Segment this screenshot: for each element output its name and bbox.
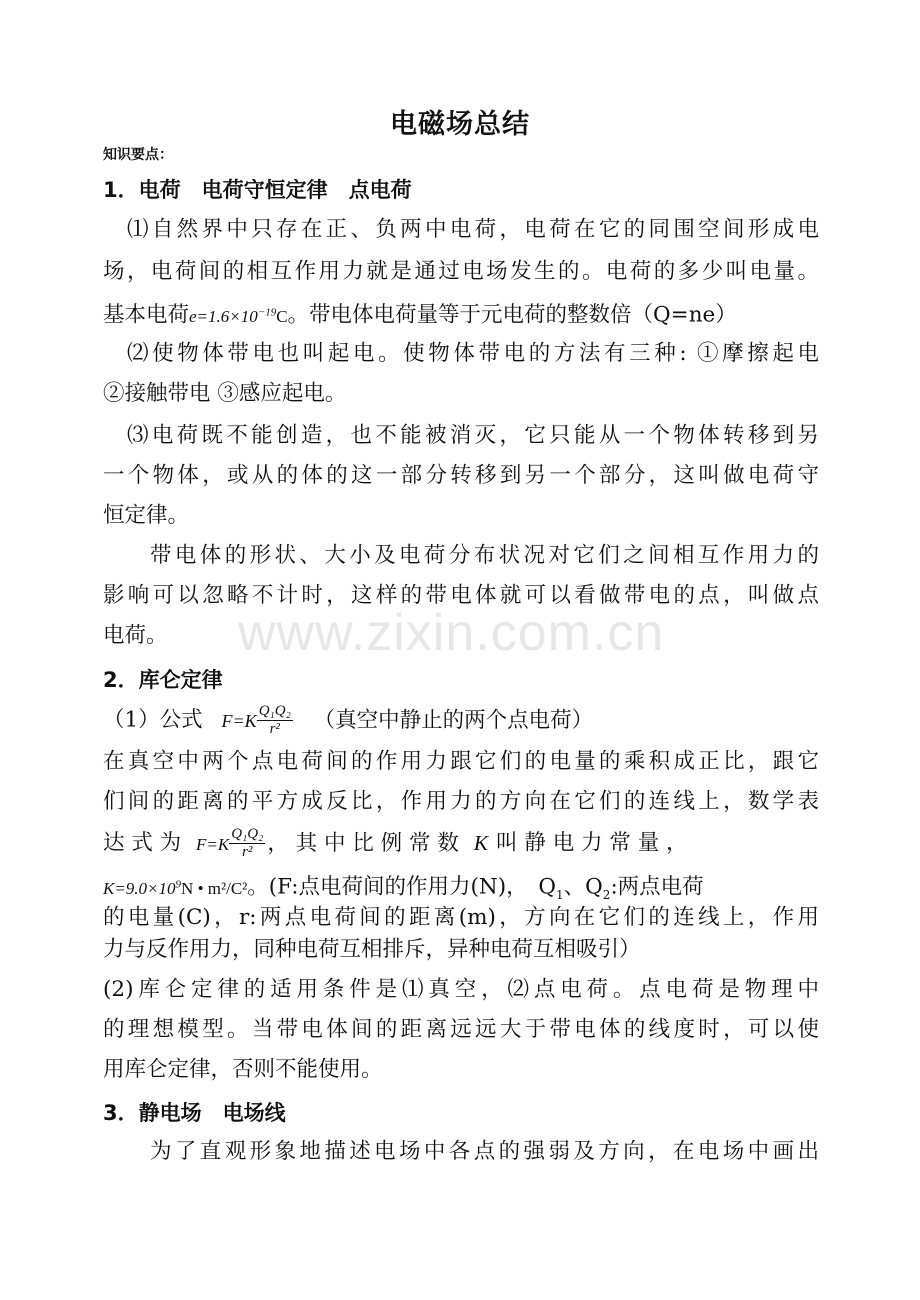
s1-p1-line3-post: 。带电体电荷量等于元电荷的整数倍（Q=ne） xyxy=(287,302,737,328)
formula-numerator-2: Q₁Q₂ xyxy=(231,826,264,842)
s1-p2-line2: ②接触带电 ③感应起电。 xyxy=(103,381,347,406)
s2-p1-line3-end: 叫 静 电 力 常 量 ， xyxy=(496,830,688,856)
formula-lhs: F=K xyxy=(221,710,257,731)
watermark: www.zixin.com.cn xyxy=(238,604,665,662)
formula-denominator: r² xyxy=(269,721,280,737)
s1-p4-line1: 带电体的形状、大小及电荷分布状况对它们之间相互作用力的 xyxy=(150,543,819,568)
s1-p1-line3 xyxy=(103,298,819,331)
s1-p4-line2: 影响可以忽略不计时，这样的带电体就可以看做带电的点，叫做点 xyxy=(103,583,819,608)
elementary-charge-unit: C xyxy=(276,306,288,326)
k-value-unit: N • m²/C² xyxy=(181,878,248,898)
k-value-base: K=9.0×10 xyxy=(103,878,176,898)
elementary-charge-exponent: −19 xyxy=(257,306,277,318)
formula-lhs-2: F=K xyxy=(196,834,230,854)
knowledge-points-label: 知识要点： xyxy=(103,147,173,163)
s2-p1-line4-mid: 、Q xyxy=(563,874,603,900)
formula-fraction-2 xyxy=(229,826,265,861)
s2-p1-line4-end: :两点电荷 xyxy=(610,874,704,900)
constant-k: K xyxy=(473,830,489,855)
s2-p1-line1: 在真空中两个点电荷间的作用力跟它们的电量的乘积成正比，跟它 xyxy=(103,749,819,774)
k-value-exponent: 9 xyxy=(175,878,182,890)
s2-p1-line4-post: 。(F:点电荷间的作用力(N)， Q xyxy=(247,874,557,900)
page-title: 电磁场总结 xyxy=(390,109,530,140)
formula-numerator: Q₁Q₂ xyxy=(258,703,291,719)
s1-p4-line3: 电荷。 xyxy=(103,623,168,648)
s2-p1-line3-post: ， 其 中 比 例 常 数 xyxy=(267,830,459,856)
s2-p1-line3-pre: 达 式 为 xyxy=(103,830,182,856)
k-value xyxy=(103,879,247,898)
section-3-heading: 3．静电场 电场线 xyxy=(103,1101,286,1125)
s1-p3-line2: 一个物体，或从的体的这一部分转移到另一个部分，这叫做电荷守 xyxy=(103,463,819,488)
s1-p3-line3: 恒定律。 xyxy=(103,503,190,528)
coulomb-formula-line xyxy=(103,703,819,738)
s1-p3-line1: ⑶电荷既不能创造，也不能被消灭，它只能从一个物体转移到另 xyxy=(127,423,819,448)
s2-p1-line6: 力与反作用力，同种电荷互相排斥，异种电荷互相吸引） xyxy=(103,937,641,962)
s2-p2-line3: 用库仑定律，否则不能使用。 xyxy=(103,1057,383,1082)
s1-p1-line3-pre: 基本电荷 xyxy=(103,302,190,328)
s2-p2-line1: (2)库仑定律的适用条件是⑴真空，⑵点电荷。点电荷是物理中 xyxy=(103,977,819,1002)
formula-label: （1）公式 xyxy=(103,707,203,733)
formula-fraction xyxy=(257,703,293,738)
s1-p2-line1: ⑵使物体带电也叫起电。使物体带电的方法有三种: ①摩擦起电 xyxy=(127,341,819,366)
q1-subscript: 1 xyxy=(556,887,564,902)
q2-subscript: 2 xyxy=(602,887,611,902)
s1-p1-line2: 场，电荷间的相互作用力就是通过电场发生的。电荷的多少叫电量。 xyxy=(103,259,819,284)
section-1-heading: 1．电荷 电荷守恒定律 点电荷 xyxy=(103,178,412,202)
s2-p2-line2: 的理想模型。当带电体间的距离远远大于带电体的线度时，可以使 xyxy=(103,1017,819,1042)
section-2-heading: 2．库仑定律 xyxy=(103,668,223,692)
formula-denominator-2: r² xyxy=(242,844,253,860)
elementary-charge-formula xyxy=(189,307,288,326)
s2-p1-line5: 的电量(C)，r:两点电荷间的距离(m)，方向在它们的连线上，作用 xyxy=(103,905,819,930)
formula-note: （真空中静止的两个点电荷） xyxy=(313,707,594,733)
s3-p1-line1: 为了直观形象地描述电场中各点的强弱及方向，在电场中画出 xyxy=(150,1139,819,1164)
s2-p1-line2: 们间的距离的平方成反比，作用力的方向在它们的连线上，数学表 xyxy=(103,789,819,814)
s2-p1-line3 xyxy=(103,826,819,861)
s1-p1-line1: ⑴自然界中只存在正、负两中电荷，电荷在它的同围空间形成电 xyxy=(127,217,819,242)
elementary-charge-base: e=1.6×10 xyxy=(189,306,258,326)
